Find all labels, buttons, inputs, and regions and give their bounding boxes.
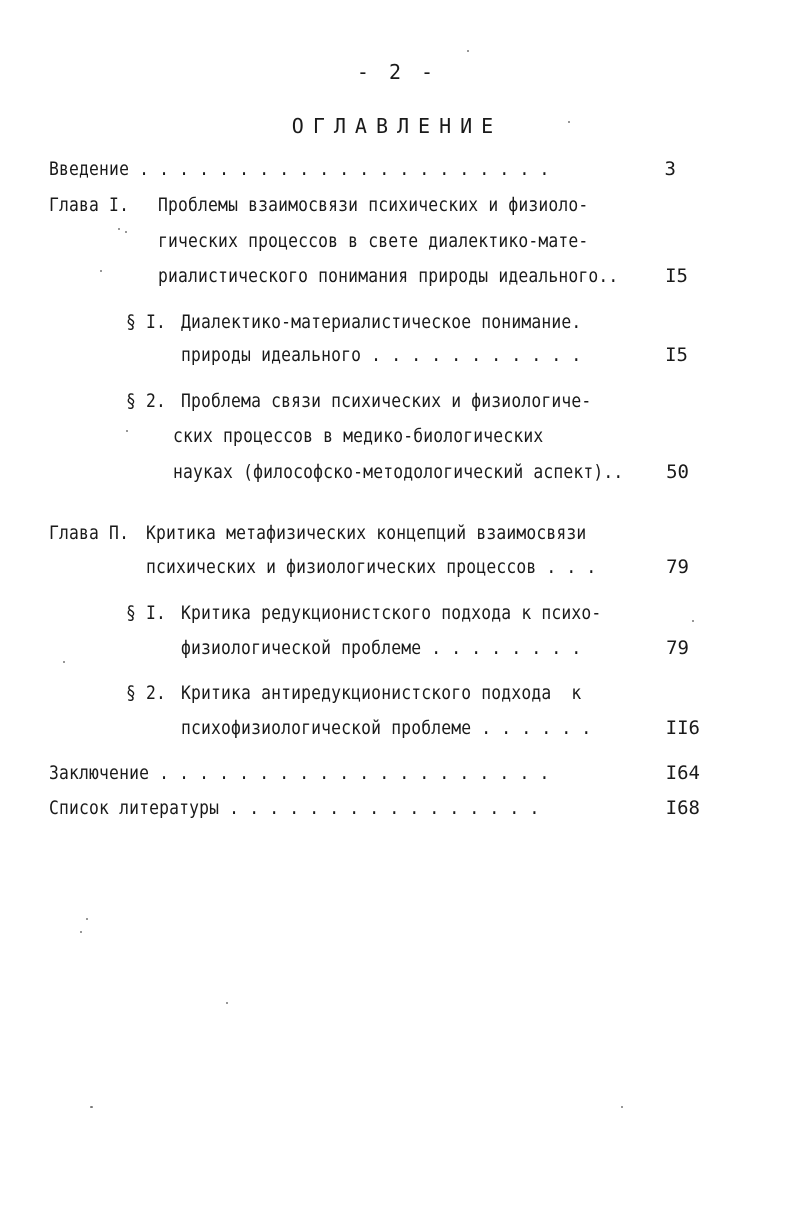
section-title-line: Критика антиредукционистского подхода к (181, 682, 582, 704)
toc-entry-page: 50 (666, 461, 689, 483)
toc-entry-page: II6 (665, 717, 700, 739)
page-number: - 2 - (356, 60, 438, 84)
toc-entry-text: Список литературы . . . . . . . . . . . . . . . . (49, 797, 540, 819)
scan-speck (467, 50, 469, 52)
toc-entry-text: Введение . . . . . . . . . . . . . . . . . . . . . (49, 158, 550, 180)
toc-entry-page: 79 (666, 637, 689, 659)
scan-speck (80, 931, 82, 933)
chapter-title-line: риалистического понимания природы идеального.. (158, 265, 619, 287)
section-title-line: науках (философско-методологический аспект).. (173, 461, 624, 483)
section-label: § 2. (126, 682, 167, 704)
scan-speck (226, 1002, 228, 1004)
scan-speck (63, 661, 65, 663)
section-title-line: Диалектико-материалистическое понимание. (181, 311, 582, 333)
section-label: § I. (126, 602, 167, 624)
chapter-title-line: Критика метафизических концепций взаимосвязи (146, 522, 587, 544)
scan-speck (621, 1106, 623, 1108)
scan-speck (126, 430, 128, 432)
section-title-line: психофизиологической проблеме . . . . . . (181, 717, 592, 739)
toc-entry-page: I5 (665, 344, 688, 366)
toc-entry-page: I5 (665, 265, 688, 287)
section-title-line: ских процессов в медико-биологических (173, 425, 544, 447)
toc-entry-page: 79 (666, 556, 689, 578)
toc-entry-page: I64 (665, 762, 700, 784)
scan-speck (118, 228, 120, 230)
toc-entry-page: I68 (665, 797, 700, 819)
toc-entry-page: 3 (664, 158, 676, 180)
section-title-line: Критика редукционистского подхода к психо- (181, 602, 602, 624)
chapter-title-line: психических и физиологических процессов . . . (146, 556, 597, 578)
scan-speck (100, 270, 102, 272)
scan-speck (125, 231, 127, 233)
chapter-label: Глава П. (49, 522, 130, 544)
scan-speck (568, 121, 570, 123)
scan-speck (90, 1106, 93, 1108)
chapter-title-line: Проблемы взаимосвязи психических и физиоло- (158, 194, 589, 216)
section-title-line: природы идеального . . . . . . . . . . . (181, 344, 582, 366)
chapter-label: Глава I. (49, 194, 130, 216)
page-title: ОГЛАВЛЕНИЕ (291, 114, 503, 138)
scan-speck (692, 620, 694, 622)
section-label: § 2. (126, 390, 167, 412)
toc-entry-text: Заключение . . . . . . . . . . . . . . . . . . . . (49, 762, 550, 784)
chapter-title-line: гических процессов в свете диалектико-мате- (158, 230, 589, 252)
section-title-line: Проблема связи психических и физиологиче- (181, 390, 592, 412)
section-label: § I. (126, 311, 167, 333)
scan-speck (86, 918, 88, 920)
section-title-line: физиологической проблеме . . . . . . . . (181, 637, 582, 659)
